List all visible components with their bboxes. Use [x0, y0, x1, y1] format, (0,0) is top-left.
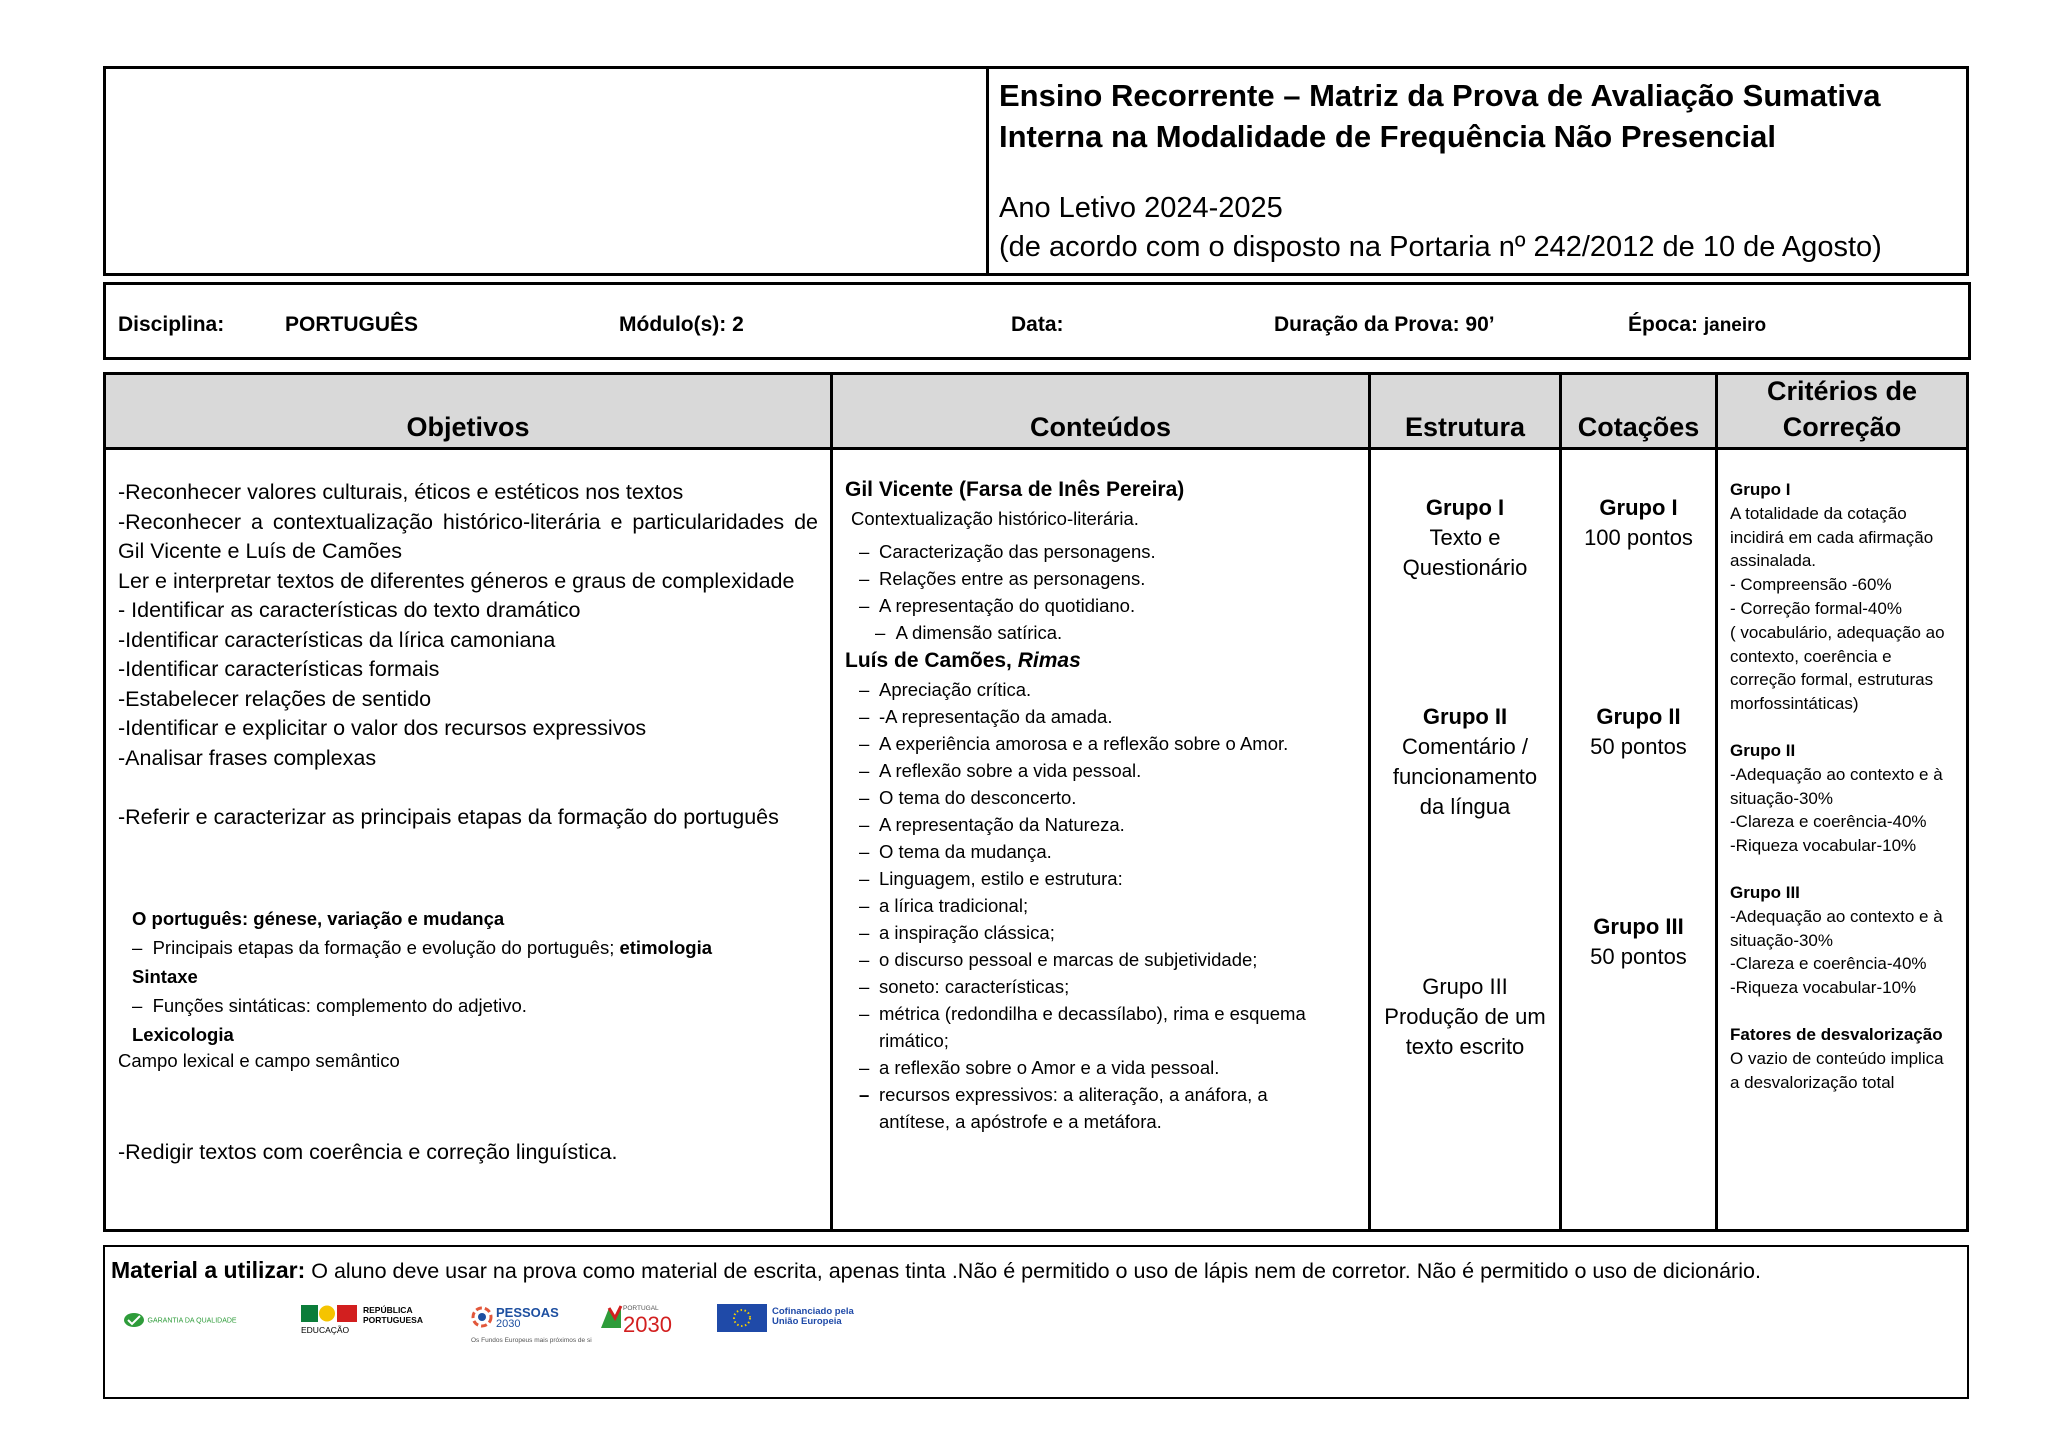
camoes-item-text: O tema da mudança.	[879, 841, 1052, 862]
camoes-title-text: Luís de Camões,	[845, 649, 1018, 672]
camoes-item: – o discurso pessoal e marcas de subjetividade;	[859, 949, 1258, 970]
header-conteudos	[833, 375, 1368, 450]
camoes-item-text: A reflexão sobre a vida pessoal.	[879, 760, 1142, 781]
header-conteudos-text: Conteúdos	[1030, 412, 1171, 442]
cotacao-grupo-2	[1562, 702, 1715, 762]
camoes-item: – Apreciação crítica.	[859, 679, 1032, 700]
objetivos-final	[118, 1138, 818, 1168]
camoes-item: – a inspiração clássica;	[859, 922, 1055, 943]
republica-text: REPÚBLICA	[363, 1305, 413, 1315]
camoes-item-cont: antítese, a apóstrofe e a metáfora.	[879, 1111, 1162, 1132]
camoes-item-cont: rimático;	[879, 1030, 949, 1051]
logos-row	[105, 1302, 1967, 1362]
camoes-item-text: recursos expressivos: a aliteração, a anáfora, a	[879, 1084, 1268, 1105]
header-cotacoes	[1562, 375, 1715, 450]
republica-text: PORTUGUESA	[363, 1315, 423, 1325]
disciplina-label: Disciplina:	[118, 313, 225, 336]
lexicologia-item: Campo lexical e campo semântico	[118, 1050, 400, 1071]
estrutura-g3-line: texto escrito	[1405, 1034, 1525, 1059]
gil-item: – Relações entre as personagens.	[859, 568, 1146, 589]
cotacao-g2-points: 50 pontos	[1590, 734, 1687, 759]
header-logo-area	[106, 69, 989, 273]
criterio-line: -Adequação ao contexto e à	[1730, 906, 1943, 926]
estrutura-g1-title: Grupo I	[1425, 495, 1505, 520]
criterio-line: morfossintáticas)	[1730, 694, 1859, 714]
column-conteudos	[833, 375, 1371, 1229]
objetivo-item: -Identificar características formais	[118, 657, 440, 681]
criterio-line: -Adequação ao contexto e à	[1730, 764, 1943, 784]
epoca-label	[1628, 313, 1766, 337]
camoes-item-text: A experiência amorosa e a reflexão sobre o Amor.	[879, 733, 1289, 754]
camoes-item: – Linguagem, estilo e estrutura:	[859, 868, 1123, 889]
camoes-item: – A experiência amorosa e a reflexão sobre o Amor.	[859, 733, 1289, 754]
camoes-item: – métrica (redondilha e decassílabo), rima e esquema	[859, 1003, 1306, 1024]
material-label: Material a utilizar:	[111, 1257, 306, 1283]
camoes-item-text: O tema do desconcerto.	[879, 787, 1077, 808]
garantia-text: GARANTIA DA QUALIDADE	[147, 1317, 237, 1325]
header-criterios	[1718, 375, 1966, 450]
ue-text: Cofinanciado pela	[772, 1306, 854, 1317]
duracao: Duração da Prova: 90’	[1274, 313, 1495, 336]
conteudos-list	[845, 475, 1358, 1135]
camoes-item-text: a lírica tradicional;	[879, 895, 1029, 916]
header-criterios-text: Critérios de Correção	[1766, 376, 1918, 442]
portugal-2030-logo	[599, 1304, 699, 1336]
info-bar	[103, 282, 1971, 360]
criterio-line: incidirá em cada afirmação	[1730, 527, 1934, 547]
gramatica-list	[118, 904, 820, 1075]
camoes-item: – A reflexão sobre a vida pessoal.	[859, 760, 1142, 781]
criterio-line: situação-30%	[1730, 788, 1834, 808]
gil-item-text: Relações entre as personagens.	[879, 568, 1146, 589]
estrutura-grupo-3	[1371, 972, 1559, 1062]
cotacao-grupo-1	[1562, 493, 1715, 553]
modulo: Módulo(s): 2	[619, 313, 744, 336]
camoes-item-text: soneto: características;	[879, 976, 1070, 997]
objetivo-item: -Identificar características da lírica camoniana	[118, 627, 556, 652]
objetivo-item: -Redigir textos com coerência e correção linguística.	[118, 1140, 618, 1164]
estrutura-g1-line: Questionário	[1402, 555, 1528, 580]
camoes-item: – -A representação da amada.	[859, 706, 1113, 727]
camoes-item: – soneto: características;	[859, 976, 1070, 997]
pessoas-text: PESSOAS	[496, 1305, 559, 1320]
criterio-line: -Riqueza vocabular-10%	[1730, 836, 1917, 856]
school-year: Ano Letivo 2024-2025	[999, 192, 1283, 224]
camoes-item-text: o discurso pessoal e marcas de subjetividade;	[879, 949, 1258, 970]
criterio-line: a desvalorização total	[1730, 1072, 1895, 1092]
camoes-item: – O tema do desconcerto.	[859, 787, 1077, 808]
column-criterios	[1718, 375, 1966, 1229]
criterio-line: O vazio de conteúdo implica	[1730, 1048, 1944, 1068]
estrutura-grupo-2	[1371, 702, 1559, 822]
lexicologia-title: Lexicologia	[132, 1024, 234, 1045]
disciplina-value: PORTUGUÊS	[285, 313, 419, 336]
camoes-item-text: Linguagem, estilo e estrutura:	[879, 868, 1123, 889]
portugal-2030-text: 2030	[623, 1312, 672, 1337]
header-objetivos-text: Objetivos	[406, 412, 530, 442]
material-text: O aluno deve usar na prova como material de escrita, apenas tinta .Não é permitido o uso de lápis nem de corretor. Não é permitido o uso de dicionário.	[305, 1259, 1761, 1283]
camoes-item: – O tema da mudança.	[859, 841, 1052, 862]
gramatica-title: O português: génese, variação e mudança	[132, 908, 505, 929]
estrutura-g2-line: funcionamento	[1392, 764, 1538, 789]
objetivo-item: -Reconhecer a contextualização histórico-literária e particularidades de Gil Vicente e Luís de Camões	[118, 509, 818, 563]
objetivo-item: - Identificar as características do texto dramático	[118, 598, 581, 622]
camoes-item: – a lírica tradicional;	[859, 895, 1029, 916]
header-box	[103, 66, 1969, 276]
camoes-title-italic: Rimas	[1017, 649, 1081, 672]
criterios-list	[1730, 478, 1956, 1094]
header-estrutura	[1371, 375, 1559, 450]
criterio-line: assinalada.	[1730, 551, 1817, 571]
objetivo-item: Ler e interpretar textos de diferentes géneros e graus de complexidade	[118, 568, 795, 593]
criterio-line: A totalidade da cotação	[1730, 503, 1907, 523]
criterio-line: - Compreensão -60%	[1730, 575, 1892, 595]
republica-text: EDUCAÇÃO	[301, 1325, 350, 1335]
objetivos-list	[118, 478, 818, 833]
header-cotacoes-text: Cotações	[1577, 412, 1700, 442]
estrutura-g2-line: da língua	[1419, 794, 1511, 819]
column-estrutura	[1371, 375, 1562, 1229]
cotacao-g3-title: Grupo III	[1593, 914, 1684, 939]
header-objetivos	[106, 375, 830, 450]
gramatica-item-text: Principais etapas da formação e evolução do português;	[152, 937, 620, 958]
objetivo-item: -Estabelecer relações de sentido	[118, 686, 432, 711]
objetivos-body	[106, 450, 830, 1229]
document-title: Ensino Recorrente – Matriz da Prova de Avaliação Sumativa Interna na Modalidade de Frequência Não Presencial	[999, 78, 1881, 154]
objetivo-item: -Reconhecer valores culturais, éticos e estéticos nos textos	[118, 480, 684, 504]
garantia-qualidade-logo	[123, 1312, 263, 1328]
estrutura-g3-line: Produção de um	[1384, 1004, 1546, 1029]
camoes-item: – a reflexão sobre o Amor e a vida pessoal.	[859, 1057, 1220, 1078]
estrutura-g2-line: Comentário /	[1402, 734, 1528, 759]
column-objetivos	[106, 375, 833, 1229]
gil-item: – A dimensão satírica.	[875, 622, 1063, 643]
footer-box	[103, 1245, 1969, 1399]
objetivo-item: -Referir e caracterizar as principais etapas da formação do português	[118, 805, 779, 829]
camoes-title	[845, 646, 1358, 676]
material-line	[111, 1257, 1761, 1284]
cotacao-g1-points: 100 pontos	[1584, 525, 1693, 550]
camoes-item-text: A representação da Natureza.	[879, 814, 1125, 835]
criterios-body	[1718, 450, 1966, 1229]
gil-context: Contextualização histórico-literária.	[851, 508, 1139, 529]
uniao-europeia-logo	[717, 1304, 887, 1332]
objetivo-item: -Identificar e explicitar o valor dos recursos expressivos	[118, 716, 647, 740]
sintaxe-title: Sintaxe	[132, 966, 198, 987]
cotacao-grupo-3	[1562, 912, 1715, 972]
pessoas-year: 2030	[496, 1318, 521, 1330]
cotacao-g2-title: Grupo II	[1596, 704, 1681, 729]
ue-text: União Europeia	[772, 1316, 842, 1327]
criterio-g3-title: Grupo III	[1730, 882, 1800, 902]
header-estrutura-text: Estrutura	[1404, 412, 1526, 442]
matrix-table	[103, 372, 1969, 1232]
objetivo-item: -Analisar frases complexas	[118, 745, 377, 770]
column-cotacoes	[1562, 375, 1718, 1229]
conteudos-body	[833, 450, 1368, 1229]
estrutura-body	[1371, 450, 1559, 1229]
republica-portuguesa-logo	[301, 1305, 441, 1335]
cotacao-g3-points: 50 pontos	[1590, 944, 1687, 969]
criterio-line: situação-30%	[1730, 930, 1834, 950]
camoes-item: – recursos expressivos: a aliteração, a anáfora, a	[859, 1084, 1268, 1105]
fundos-text: Os Fundos Europeus mais próximos de si	[471, 1337, 592, 1344]
camoes-item-text: a reflexão sobre o Amor e a vida pessoal.	[879, 1057, 1220, 1078]
header-text	[999, 75, 1956, 267]
criterio-line: -Clareza e coerência-40%	[1730, 812, 1927, 832]
criterio-line: -Clareza e coerência-40%	[1730, 954, 1927, 974]
gil-item-text: Caracterização das personagens.	[879, 541, 1156, 562]
gil-item: – Caracterização das personagens.	[859, 541, 1156, 562]
criterio-line: -Riqueza vocabular-10%	[1730, 978, 1917, 998]
sintaxe-item-text: Funções sintáticas: complemento do adjetivo.	[152, 995, 527, 1016]
camoes-item-text: a inspiração clássica;	[879, 922, 1055, 943]
cotacao-g1-title: Grupo I	[1599, 495, 1678, 520]
gramatica-item: – Principais etapas da formação e evolução do português; etimologia	[132, 937, 712, 958]
estrutura-g2-title: Grupo II	[1422, 704, 1508, 729]
decree-reference: (de acordo com o disposto na Portaria nº 242/2012 de 10 de Agosto)	[999, 231, 1882, 263]
criterio-line: correção formal, estruturas	[1730, 670, 1934, 690]
criterio-line: ( vocabulário, adequação ao	[1730, 622, 1945, 642]
gil-item-text: A dimensão satírica.	[895, 622, 1063, 643]
camoes-item-text: Apreciação crítica.	[879, 679, 1032, 700]
camoes-item-text: -A representação da amada.	[879, 706, 1113, 727]
camoes-item: – A representação da Natureza.	[859, 814, 1125, 835]
criterio-line: - Correção formal-40%	[1730, 598, 1902, 618]
estrutura-g1-line: Texto e	[1429, 525, 1501, 550]
gil-vicente-title: Gil Vicente (Farsa de Inês Pereira)	[845, 478, 1185, 501]
gramatica-item-bold: etimologia	[619, 937, 712, 958]
criterio-fatores-title: Fatores de desvalorização	[1730, 1024, 1943, 1044]
sintaxe-item: – Funções sintáticas: complemento do adjetivo.	[132, 995, 527, 1016]
gil-item: – A representação do quotidiano.	[859, 595, 1136, 616]
criterio-line: contexto, coerência e	[1730, 646, 1892, 666]
epoca-value: janeiro	[1703, 315, 1767, 336]
cotacoes-body	[1562, 450, 1715, 1229]
epoca-label-text: Época:	[1628, 313, 1699, 336]
criterio-g2-title: Grupo II	[1730, 740, 1796, 760]
portugal-text: PORTUGAL	[623, 1305, 659, 1312]
criterio-g1-title: Grupo I	[1730, 480, 1791, 499]
estrutura-g3-title: Grupo III	[1422, 974, 1508, 999]
estrutura-grupo-1	[1371, 493, 1559, 583]
data-label: Data:	[1011, 313, 1064, 336]
gil-item-text: A representação do quotidiano.	[879, 595, 1136, 616]
camoes-item-text: métrica (redondilha e decassílabo), rima e esquema	[879, 1003, 1306, 1024]
